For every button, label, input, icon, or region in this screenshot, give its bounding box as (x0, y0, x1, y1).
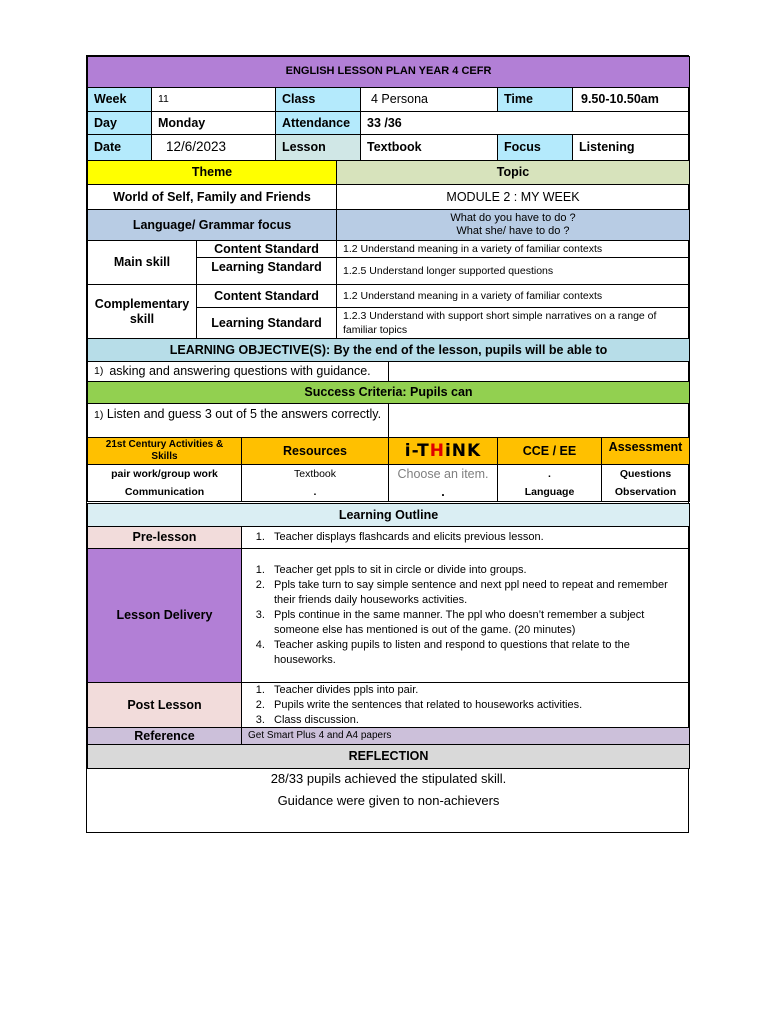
learning-outline-header: Learning Outline (87, 503, 690, 527)
theme-value: World of Self, Family and Friends (87, 184, 337, 210)
skills-line-1: pair work/group work (111, 467, 218, 480)
date-value: 12/6/2023 (151, 134, 276, 161)
main-learning-standard-label: Learning Standard (196, 257, 337, 285)
post-lesson-step: 1. Teacher divides ppls into pair. (268, 683, 582, 698)
class-value: 4 Persona (360, 87, 498, 112)
skills-line-2: Communication (124, 485, 205, 498)
learning-objective-header: LEARNING OBJECTIVE(S): By the end of the lesson, pupils will be able to (87, 338, 690, 362)
success-criteria-item (87, 403, 389, 438)
cce-ee-header: CCE / EE (497, 437, 602, 465)
ithink-logo-left: i-T (404, 440, 430, 461)
comp-learning-standard-label: Learning Standard (196, 307, 337, 339)
ithink-cell (388, 464, 498, 502)
reference-label: Reference (87, 727, 242, 745)
lesson-plan-table (86, 55, 689, 833)
reflection-header: REFLECTION (87, 744, 690, 769)
reference-value: Get Smart Plus 4 and A4 papers (241, 727, 690, 745)
reflection-line-1: 28/33 pupils achieved the stipulated skill. (270, 771, 507, 786)
lesson-delivery-step: 2. Ppls take turn to say simple sentence and next ppl need to repeat and remember their friends daily houseworks activities. (268, 578, 689, 608)
grammar-line-2: What she/ have to do ? (456, 225, 570, 237)
topic-value: MODULE 2 : MY WEEK (336, 184, 690, 210)
main-content-standard-label: Content Standard (196, 240, 337, 258)
week-value: 11 (151, 87, 276, 112)
day-value: Monday (151, 111, 276, 135)
topic-header: Topic (336, 160, 690, 185)
post-lesson-step: 3. Class discussion. (268, 713, 582, 728)
post-lesson-step: 2. Pupils write the sentences that related to houseworks activities. (268, 698, 582, 713)
resources-line-1: Textbook (293, 467, 337, 480)
ithink-logo (405, 441, 481, 461)
date-label: Date (87, 134, 152, 161)
lesson-value: Textbook (360, 134, 498, 161)
lesson-label: Lesson (275, 134, 361, 161)
pre-lesson-label: Pre-lesson (87, 526, 242, 549)
objective-number: 1) (94, 365, 104, 378)
time-label: Time (497, 87, 573, 112)
class-label: Class (275, 87, 361, 112)
resources-line-2: . (313, 485, 317, 498)
lesson-delivery-label: Lesson Delivery (87, 548, 242, 683)
ithink-header (388, 437, 498, 465)
main-skill-label: Main skill (87, 240, 197, 285)
post-lesson-content (241, 682, 690, 728)
lesson-delivery-step: 4. Teacher asking pupils to listen and respond to questions that relate to the houseworks. (268, 638, 689, 668)
pre-lesson-step: 1. Teacher displays flashcards and elicits previous lesson. (268, 530, 544, 545)
focus-value: Listening (572, 134, 690, 161)
week-label: Week (87, 87, 152, 112)
reflection-line-2: Guidance were given to non-achievers (277, 793, 500, 808)
ithink-logo-right: iNK (444, 440, 482, 461)
assessment-line-1: Questions (619, 467, 672, 480)
lesson-delivery-step: 3. Ppls continue in the same manner. The ppl who doesn’t remember a subject someone else has mentioned is out of the game. (20 minutes) (268, 608, 689, 638)
ithink-line-2: . (441, 484, 445, 499)
success-blank-cell (388, 403, 690, 438)
success-text: Listen and guess 3 out of 5 the answers correctly. (106, 407, 382, 421)
objective-text: asking and answering questions with guidance. (109, 364, 371, 378)
ithink-logo-mid: H (429, 440, 445, 461)
resources-header: Resources (241, 437, 389, 465)
day-label: Day (87, 111, 152, 135)
grammar-focus (336, 209, 690, 241)
attendance-label: Attendance (275, 111, 361, 135)
ithink-dropdown[interactable]: Choose an item. (397, 466, 489, 481)
reflection-content (87, 768, 690, 834)
comp-learning-standard: 1.2.3 Understand with support short simple narratives on a range of familiar topics (336, 307, 690, 339)
focus-label: Focus (497, 134, 573, 161)
lesson-delivery-list (244, 563, 689, 668)
resources-cell (241, 464, 389, 502)
complementary-skill-label: Complementary skill (87, 284, 197, 339)
cce-line-1: . (548, 467, 551, 480)
grammar-line-1: What do you have to do ? (450, 211, 576, 224)
assessment-line-2: Observation (614, 485, 677, 498)
theme-header: Theme (87, 160, 337, 185)
objective-blank-cell (388, 361, 690, 382)
comp-content-standard-label: Content Standard (196, 284, 337, 308)
lesson-plan-title: ENGLISH LESSON PLAN YEAR 4 CEFR (87, 56, 690, 88)
assessment-header: Assessment (601, 437, 690, 465)
lesson-delivery-step: 1. Teacher get ppls to sit in circle or divide into groups. (268, 563, 689, 578)
main-learning-standard: 1.2.5 Understand longer supported questions (336, 257, 690, 285)
success-number: 1) (94, 409, 104, 421)
grammar-label: Language/ Grammar focus (87, 209, 337, 241)
success-criteria-header: Success Criteria: Pupils can (87, 381, 690, 404)
time-value: 9.50-10.50am (572, 87, 690, 112)
assessment-cell (601, 464, 690, 502)
post-lesson-list (244, 683, 582, 728)
pre-lesson-list (244, 530, 544, 545)
post-lesson-label: Post Lesson (87, 682, 242, 728)
comp-content-standard: 1.2 Understand meaning in a variety of familiar contexts (336, 284, 690, 308)
pre-lesson-content (241, 526, 690, 549)
cce-ee-cell (497, 464, 602, 502)
lesson-delivery-content (241, 548, 690, 683)
century-skills-header: 21st Century Activities & Skills (87, 437, 242, 465)
main-content-standard: 1.2 Understand meaning in a variety of familiar contexts (336, 240, 690, 258)
learning-objective-item (87, 361, 389, 382)
century-skills-cell (87, 464, 242, 502)
attendance-value: 33 /36 (360, 111, 690, 135)
cce-line-2: Language (524, 485, 575, 498)
